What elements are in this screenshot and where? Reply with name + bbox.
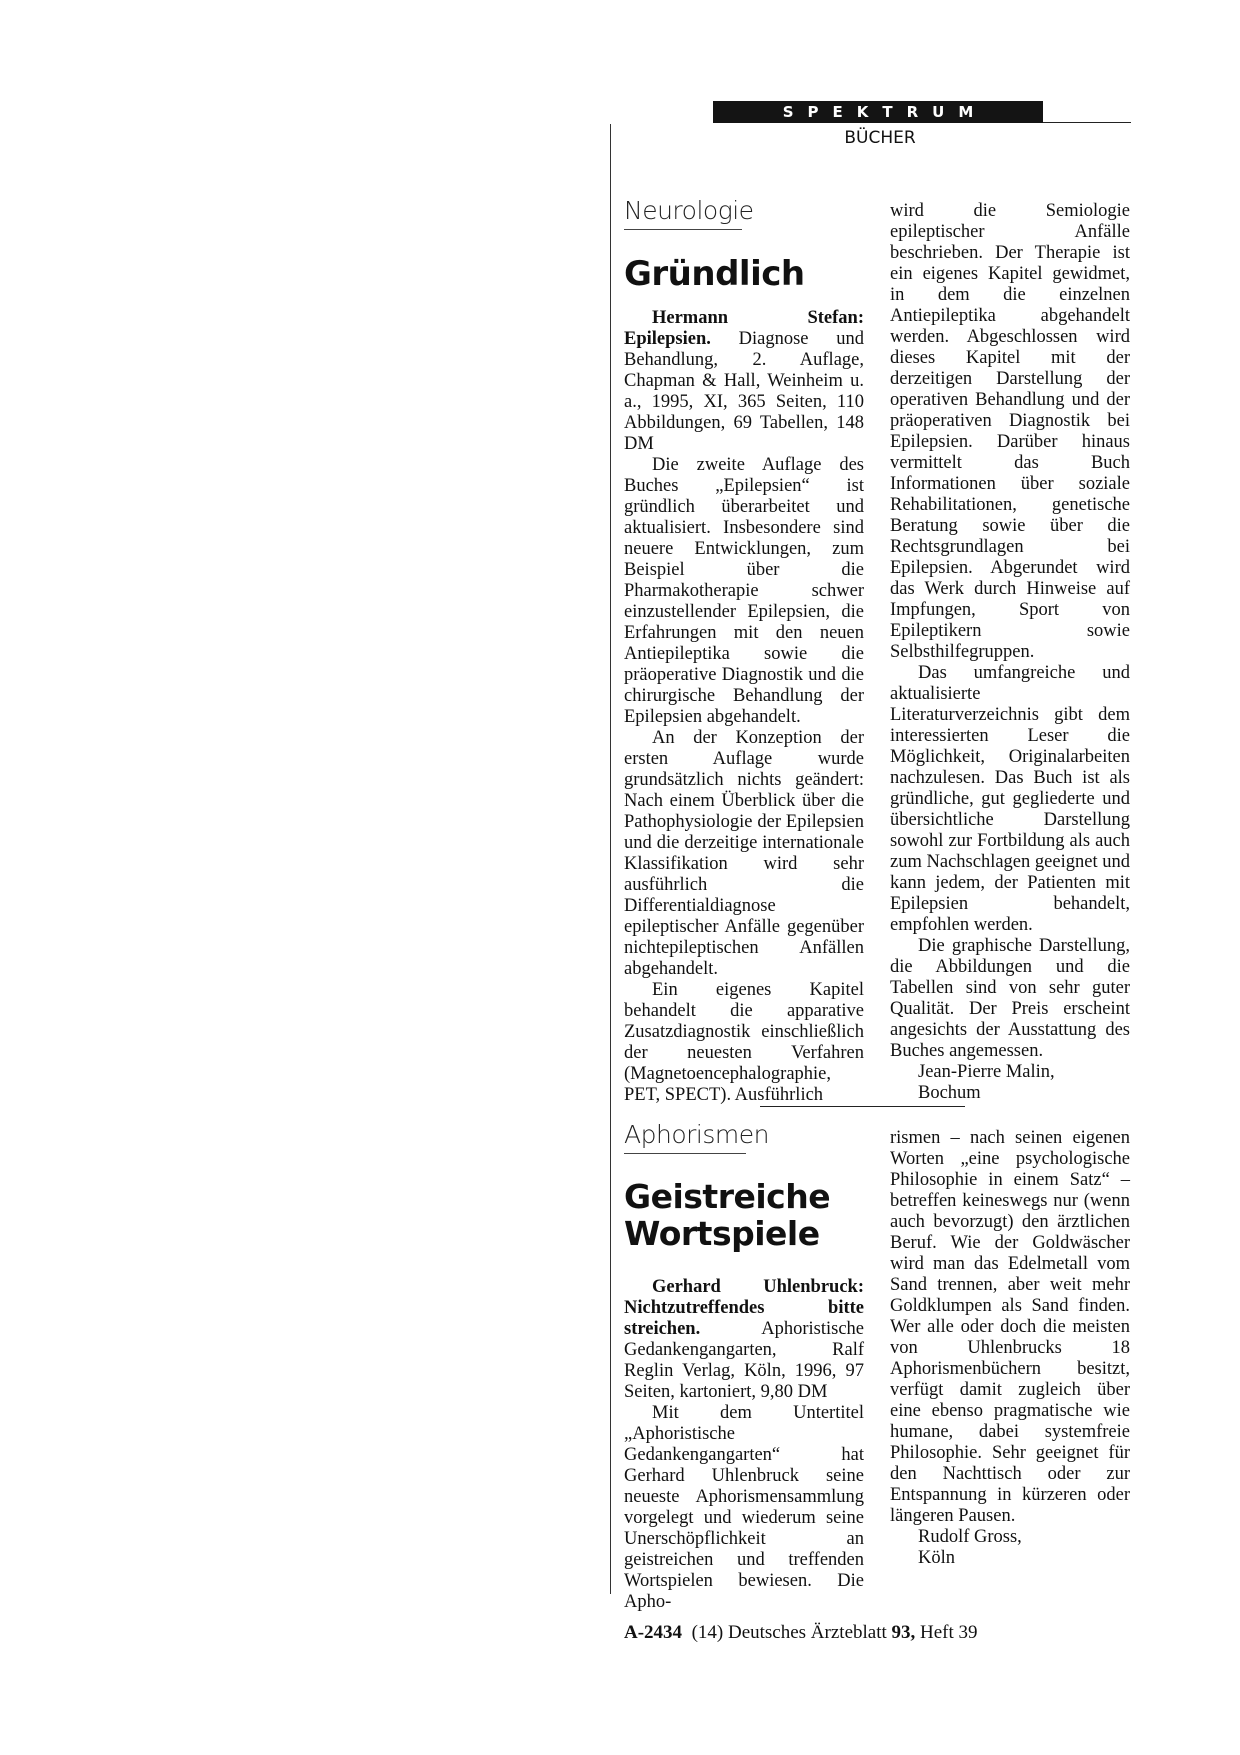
article1-col1 <box>624 308 864 1106</box>
journal-issue: Heft 39 <box>920 1622 978 1643</box>
article1-author: Jean-Pierre Malin, <box>918 1062 1055 1082</box>
column-rule <box>610 124 611 1594</box>
article2-reference-text: Aphoristische Gedankengangarten, Ralf Reglin Verlag, Köln, 1996, 97 Seiten, kartoniert, 9,80 DM <box>624 1319 864 1402</box>
article2-kicker: Aphorismen <box>624 1120 746 1154</box>
article2-kicker-wrap <box>624 1120 769 1154</box>
article1-paragraph: Ein eigenes Kapitel behandelt die apparative Zusatzdiagnostik einschließlich der neuesten Verfahren (Magnetoencephalographie, PET, SPECT). Ausführlich <box>624 980 864 1105</box>
article1-kicker: Neurologie <box>624 196 742 230</box>
article2-headline <box>624 1178 830 1252</box>
article2-reference <box>624 1277 864 1403</box>
article2-author: Rudolf Gross, <box>918 1527 1022 1547</box>
article2-paragraph-cont: rismen – nach seinen eigenen Worten „eine psychologische Philosophie in einem Satz“ – betreffen keineswegs nur (wenn auch bevorzugt) den ärztlichen Beruf. Wie der Goldwäscher wird man das Edelmetall vom Sand trennen, aber weit mehr Goldklumpen als Sand finden. Wer alle oder doch die meisten von Uhlenbrucks 18 Aphorismenbüchern besitzt, verfügt damit zugleich über eine ebenso pragmatische wie humane, dabei systemfreie Philosophie. Sehr geeignet für den Nachttisch oder zur Entspannung in kürzeren oder längeren Pausen. <box>890 1128 1130 1526</box>
article1-col2 <box>890 201 1130 1104</box>
article1-headline: Gründlich <box>624 254 805 294</box>
article1-kicker-wrap <box>624 196 754 230</box>
article1-paragraph: Die zweite Auflage des Buches „Epilepsien“ ist gründlich überarbeitet und aktualisiert. Insbesondere sind neuere Entwicklungen, zum Beispiel über die Pharmakotherapie schwer einzustellender Epilepsien, die Erfahrungen mit den neuen Antiepileptika sowie die präoperative Diagnostik und die chirurgische Behandlung der Epilepsien abgehandelt. <box>624 455 864 727</box>
page-footer <box>624 1622 978 1644</box>
article2-col1 <box>624 1277 864 1613</box>
section-banner: SPEKTRUM <box>713 101 1043 123</box>
article1-paragraph: An der Konzeption der ersten Auflage wurde grundsätzlich nichts geändert: Nach einem Überblick über die Pathophysiologie der Epilepsien und die derzeitige internationale Klassifikation wird sehr ausführlich die Differentialdiagnose epileptischer Anfälle gegenüber nichtepileptischen Anfällen abgehandelt. <box>624 728 864 979</box>
article1-reference-bold: Hermann Stefan: Epilepsien. <box>624 308 864 349</box>
article2-headline-line: Geistreiche <box>624 1177 831 1216</box>
article2-col2 <box>890 1128 1130 1569</box>
article1-city: Bochum <box>918 1083 981 1103</box>
article1-paragraph: Das umfangreiche und aktualisierte Literaturverzeichnis gibt dem interessierten Leser die Möglichkeit, Originalarbeiten nachzulesen. Das Buch ist als gründliche, gut gegliederte und übersichtliche Darstellung sowohl zur Fortbildung als auch zum Nachschlagen geeignet und kann jedem, der Patienten mit Epilepsien behandelt, empfohlen werden. <box>890 663 1130 935</box>
article1-reference <box>624 308 864 455</box>
journal-name: (14) Deutsches Ärzteblatt <box>691 1622 887 1643</box>
article2-city: Köln <box>918 1548 955 1568</box>
subsection-label: BÜCHER <box>844 128 916 148</box>
article-divider <box>760 1106 965 1107</box>
page-number: A-2434 <box>624 1622 683 1643</box>
article2-paragraph: Mit dem Untertitel „Aphoristische Gedankengangarten“ hat Gerhard Uhlenbruck seine neueste Aphorismensammlung vorgelegt und wiederum seine Unerschöpflichkeit an geistreichen und treffenden Wortspielen bewiesen. Die Apho- <box>624 1403 864 1612</box>
journal-volume: 93, <box>891 1622 916 1643</box>
article1-reference-text: Diagnose und Behandlung, 2. Auflage, Chapman & Hall, Weinheim u. a., 1995, XI, 365 Seiten, 110 Abbildungen, 69 Tabellen, 148 DM <box>624 329 864 454</box>
header-rule <box>1043 122 1131 123</box>
article1-paragraph: Die graphische Darstellung, die Abbildungen und die Tabellen sind von sehr guter Qualität. Der Preis erscheint angesichts der Ausstattung des Buches angemessen. <box>890 936 1130 1061</box>
article2-reference-bold: Gerhard Uhlenbruck: Nichtzutreffendes bitte streichen. <box>624 1277 864 1339</box>
article2-headline-line: Wortspiele <box>624 1214 820 1253</box>
article1-paragraph-cont: wird die Semiologie epileptischer Anfälle beschrieben. Der Therapie ist ein eigenes Kapitel gewidmet, in dem die einzelnen Antiepileptika abgehandelt werden. Abgeschlossen wird dieses Kapitel mit der derzeitigen Darstellung der operativen Behandlung und der präoperativen Diagnostik bei Epilepsien. Darüber hinaus vermittelt das Buch Informationen über soziale Rehabilitationen, genetische Beratung sowie über die Rechtsgrundlagen bei Epilepsien. Abgerundet wird das Werk durch Hinweise auf Impfungen, Sport von Epileptikern sowie Selbsthilfegruppen. <box>890 201 1130 662</box>
